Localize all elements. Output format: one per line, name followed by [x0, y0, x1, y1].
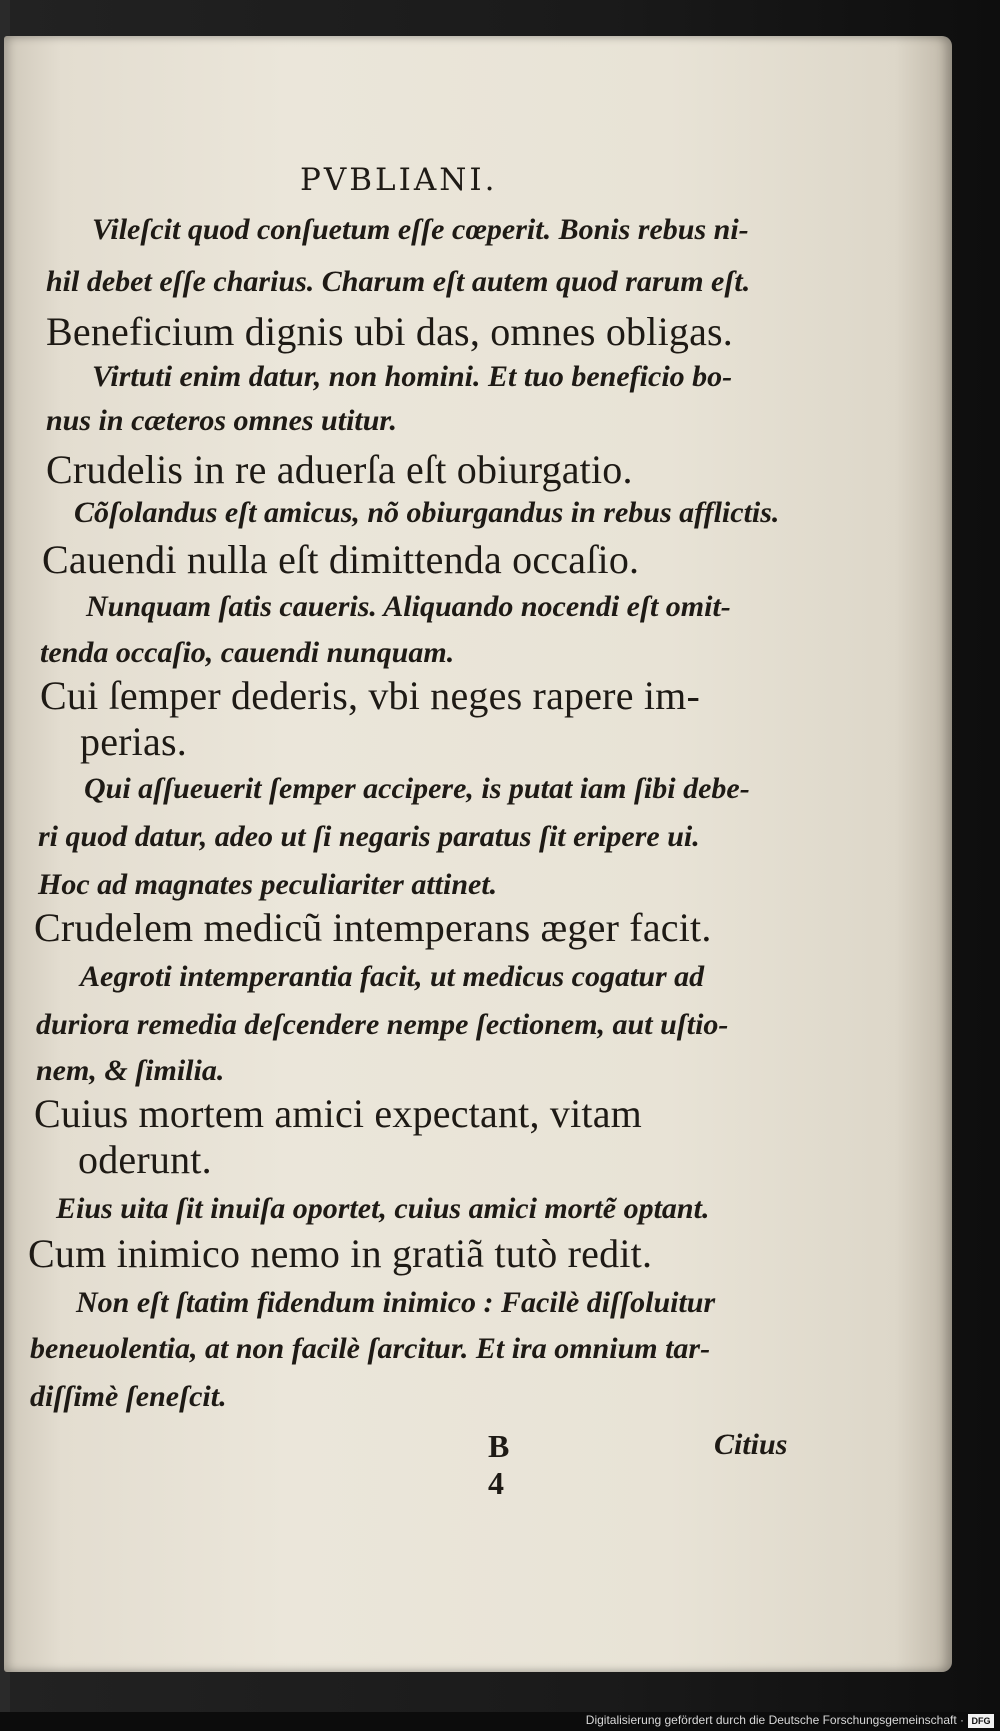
running-head: PVBLIANI.	[300, 162, 498, 198]
text-line: Beneficium dignis ubi das, omnes obligas.	[46, 309, 734, 354]
text-line: nus in cæteros omnes utitur.	[46, 404, 397, 437]
text-line: Qui aſſueuerit ſemper accipere, is putat iam ſibi debe-	[84, 772, 750, 805]
text-line: Hoc ad magnates peculiariter attinet.	[38, 868, 498, 901]
text-line: nem, & ſimilia.	[36, 1054, 225, 1087]
text-line: Crudelis in re aduerſa eſt obiurgatio.	[46, 447, 633, 492]
text-line: Cuius mortem amici expectant, vitam	[34, 1091, 642, 1136]
dfg-logo-icon: DFG	[968, 1714, 994, 1728]
text-line: Cum inimico nemo in gratiã tutò redit.	[28, 1231, 653, 1276]
signature-mark: B 4	[488, 1428, 510, 1501]
text-line: perias.	[80, 719, 187, 764]
text-line: Nunquam ſatis caueris. Aliquando nocendi eſt omit-	[86, 590, 731, 623]
text-line: Vileſcit quod conſuetum eſſe cœperit. Bonis rebus ni-	[92, 213, 749, 246]
text-line: Eius uita ſit inuiſa oportet, cuius amici mortẽ optant.	[56, 1192, 710, 1225]
catchword: Citius	[714, 1428, 788, 1461]
attribution-text: Digitalisierung gefördert durch die Deutsche Forschungsgemeinschaft ·	[585, 1713, 964, 1727]
text-line: Cõſolandus eſt amicus, nõ obiurgandus in rebus afflictis.	[74, 496, 780, 529]
text-line: oderunt.	[78, 1137, 212, 1182]
text-line: Cui ſemper dederis, vbi neges rapere im-	[40, 673, 700, 718]
text-line: hil debet eſſe charius. Charum eſt autem quod rarum eſt.	[46, 265, 751, 298]
text-line: duriora remedia deſcendere nempe ſectionem, aut uſtio-	[36, 1008, 729, 1041]
text-line: Non eſt ſtatim fidendum inimico : Facilè diſſoluitur	[76, 1286, 716, 1319]
text-line: Aegroti intemperantia facit, ut medicus cogatur ad	[80, 960, 705, 993]
text-line: Cauendi nulla eſt dimittenda occaſio.	[42, 537, 640, 582]
text-line: ri quod datur, adeo ut ſi negaris paratus ſit eripere ui.	[38, 820, 700, 853]
text-line: Crudelem medicũ intemperans æger facit.	[34, 905, 712, 950]
text-line: diſſimè ſeneſcit.	[30, 1380, 227, 1413]
text-line: Virtuti enim datur, non homini. Et tuo beneficio bo-	[92, 360, 733, 393]
text-line: tenda occaſio, cauendi nunquam.	[40, 636, 455, 669]
text-line: beneuolentia, at non facilè ſarcitur. Et ira omnium tar-	[30, 1332, 711, 1365]
